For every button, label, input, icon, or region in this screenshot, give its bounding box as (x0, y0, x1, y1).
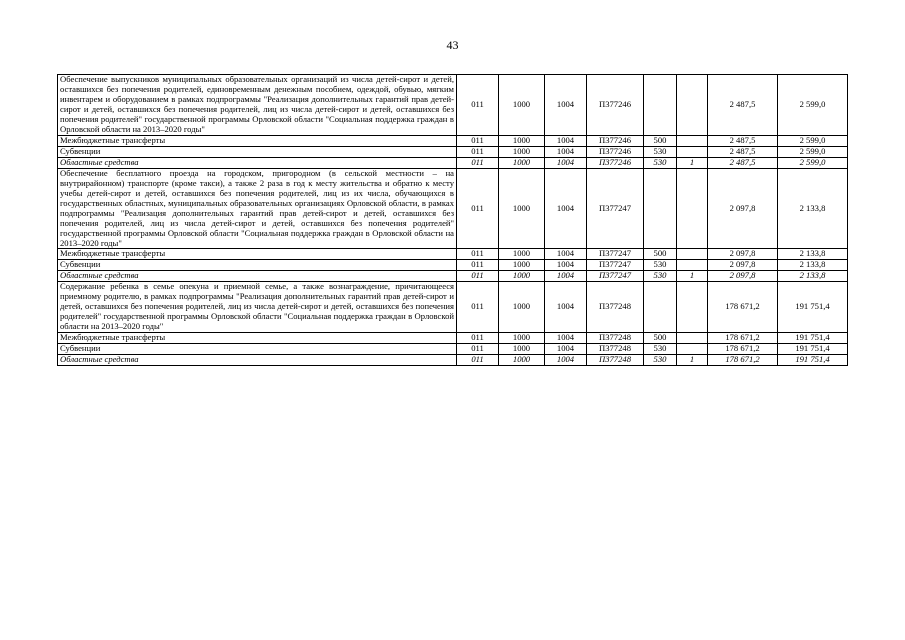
expense-type-code-cell: 530 (644, 271, 677, 282)
ministry-code-cell: 011 (457, 146, 499, 157)
target-item-code-cell: П377247 (587, 271, 644, 282)
section-code-cell: 1000 (499, 146, 545, 157)
target-item-code-cell: П377247 (587, 260, 644, 271)
amount-year2-cell: 191 751,4 (778, 355, 848, 366)
expense-type-code-cell (644, 282, 677, 333)
section-code-cell: 1000 (499, 355, 545, 366)
description-cell: Обеспечение бесплатного проезда на городском, пригородном (в сельской местности – на внутрирайонном) транспорте (кроме такси), а также 2 раза в год к месту жительства и обратно к месту учебы детей-сирот и детей, оставшихся без попечения родителей, лиц из их числа, обучающихся в государственных областных, муниципальных образовательных организациях Орловской области, в рамках подпрограммы "Реализация дополнительных гарантий прав детей-сирот и детей, оставшихся без попечения родителей, лиц из числа детей-сирот и детей, оставшихся без попечения родителей" государственной программы Орловской области "Социальная поддержка граждан в Орловской области на 2013–2020 годы" (58, 168, 457, 249)
source-code-cell (677, 344, 708, 355)
section-code-cell: 1000 (499, 135, 545, 146)
description-cell: Субвенции (58, 260, 457, 271)
amount-year2-cell: 2 133,8 (778, 271, 848, 282)
section-code-cell: 1000 (499, 282, 545, 333)
table-row (58, 135, 848, 146)
subsection-code-cell: 1004 (545, 249, 587, 260)
ministry-code-cell: 011 (457, 282, 499, 333)
table-row (58, 260, 848, 271)
amount-year2-cell: 2 133,8 (778, 168, 848, 249)
description-cell: Субвенции (58, 344, 457, 355)
subsection-code-cell: 1004 (545, 146, 587, 157)
expense-type-code-cell (644, 75, 677, 136)
source-code-cell: 1 (677, 271, 708, 282)
source-code-cell: 1 (677, 157, 708, 168)
ministry-code-cell: 011 (457, 260, 499, 271)
description-cell: Межбюджетные трансферты (58, 135, 457, 146)
amount-year1-cell: 178 671,2 (708, 333, 778, 344)
budget-table (57, 74, 848, 366)
amount-year1-cell: 2 487,5 (708, 146, 778, 157)
amount-year1-cell: 178 671,2 (708, 344, 778, 355)
target-item-code-cell: П377246 (587, 135, 644, 146)
target-item-code-cell: П377248 (587, 344, 644, 355)
ministry-code-cell: 011 (457, 168, 499, 249)
amount-year1-cell: 2 097,8 (708, 260, 778, 271)
amount-year1-cell: 178 671,2 (708, 355, 778, 366)
source-code-cell: 1 (677, 355, 708, 366)
description-cell: Обеспечение выпускников муниципальных образовательных организаций из числа детей-сирот и детей, оставшихся без попечения родителей, единовременным денежным пособием, одеждой, обувью, мягким инвентарем и оборудованием в рамках подпрограммы "Реализация дополнительных гарантий прав детей-сирот и детей, оставшихся без попечения родителей, лиц из числа детей-сирот и детей, оставшихся без попечения родителей" государственной программы Орловской области "Социальная поддержка граждан в Орловской области на 2013–2020 годы" (58, 75, 457, 136)
amount-year2-cell: 2 133,8 (778, 260, 848, 271)
subsection-code-cell: 1004 (545, 271, 587, 282)
subsection-code-cell: 1004 (545, 333, 587, 344)
subsection-code-cell: 1004 (545, 157, 587, 168)
target-item-code-cell: П377246 (587, 157, 644, 168)
amount-year1-cell: 2 097,8 (708, 271, 778, 282)
target-item-code-cell: П377248 (587, 282, 644, 333)
table-row (58, 282, 848, 333)
description-cell: Областные средства (58, 271, 457, 282)
amount-year2-cell: 2 599,0 (778, 157, 848, 168)
section-code-cell: 1000 (499, 260, 545, 271)
expense-type-code-cell (644, 168, 677, 249)
subsection-code-cell: 1004 (545, 135, 587, 146)
page-number: 43 (446, 38, 459, 52)
expense-type-code-cell: 500 (644, 333, 677, 344)
ministry-code-cell: 011 (457, 333, 499, 344)
subsection-code-cell: 1004 (545, 260, 587, 271)
description-cell: Областные средства (58, 355, 457, 366)
table-row (58, 75, 848, 136)
amount-year1-cell: 2 097,8 (708, 249, 778, 260)
amount-year2-cell: 2 133,8 (778, 249, 848, 260)
description-cell: Межбюджетные трансферты (58, 249, 457, 260)
ministry-code-cell: 011 (457, 135, 499, 146)
subsection-code-cell: 1004 (545, 75, 587, 136)
expense-type-code-cell: 530 (644, 355, 677, 366)
subsection-code-cell: 1004 (545, 344, 587, 355)
table-row (58, 168, 848, 249)
section-code-cell: 1000 (499, 75, 545, 136)
section-code-cell: 1000 (499, 249, 545, 260)
target-item-code-cell: П377248 (587, 333, 644, 344)
section-code-cell: 1000 (499, 157, 545, 168)
target-item-code-cell: П377246 (587, 146, 644, 157)
source-code-cell (677, 282, 708, 333)
target-item-code-cell: П377247 (587, 249, 644, 260)
ministry-code-cell: 011 (457, 157, 499, 168)
source-code-cell (677, 146, 708, 157)
table-row (58, 146, 848, 157)
ministry-code-cell: 011 (457, 344, 499, 355)
section-code-cell: 1000 (499, 333, 545, 344)
amount-year2-cell: 2 599,0 (778, 146, 848, 157)
expense-type-code-cell: 530 (644, 260, 677, 271)
table-row (58, 333, 848, 344)
section-code-cell: 1000 (499, 344, 545, 355)
expense-type-code-cell: 500 (644, 135, 677, 146)
amount-year1-cell: 2 487,5 (708, 75, 778, 136)
ministry-code-cell: 011 (457, 271, 499, 282)
subsection-code-cell: 1004 (545, 355, 587, 366)
description-cell: Межбюджетные трансферты (58, 333, 457, 344)
table-row (58, 344, 848, 355)
expense-type-code-cell: 530 (644, 344, 677, 355)
description-cell: Содержание ребенка в семье опекуна и приемной семье, а также вознаграждение, причитающееся приемному родителю, в рамках подпрограммы "Реализация дополнительных гарантий прав детей-сирот и детей, оставшихся без попечения родителей, лиц из числа детей-сирот и детей, оставшихся без попечения родителей" государственной программы Орловской области "Социальная поддержка граждан в Орловской области на 2013–2020 годы" (58, 282, 457, 333)
table-row (58, 249, 848, 260)
amount-year2-cell: 191 751,4 (778, 344, 848, 355)
table-body (58, 75, 848, 366)
ministry-code-cell: 011 (457, 249, 499, 260)
source-code-cell (677, 260, 708, 271)
subsection-code-cell: 1004 (545, 168, 587, 249)
target-item-code-cell: П377248 (587, 355, 644, 366)
table-row (58, 355, 848, 366)
target-item-code-cell: П377246 (587, 75, 644, 136)
subsection-code-cell: 1004 (545, 282, 587, 333)
ministry-code-cell: 011 (457, 355, 499, 366)
target-item-code-cell: П377247 (587, 168, 644, 249)
table-row (58, 157, 848, 168)
source-code-cell (677, 249, 708, 260)
ministry-code-cell: 011 (457, 75, 499, 136)
expense-type-code-cell: 530 (644, 157, 677, 168)
expense-type-code-cell: 530 (644, 146, 677, 157)
source-code-cell (677, 75, 708, 136)
section-code-cell: 1000 (499, 168, 545, 249)
description-cell: Субвенции (58, 146, 457, 157)
amount-year2-cell: 191 751,4 (778, 333, 848, 344)
source-code-cell (677, 333, 708, 344)
section-code-cell: 1000 (499, 271, 545, 282)
source-code-cell (677, 168, 708, 249)
description-cell: Областные средства (58, 157, 457, 168)
amount-year1-cell: 178 671,2 (708, 282, 778, 333)
amount-year1-cell: 2 487,5 (708, 157, 778, 168)
amount-year2-cell: 2 599,0 (778, 135, 848, 146)
amount-year2-cell: 2 599,0 (778, 75, 848, 136)
expense-type-code-cell: 500 (644, 249, 677, 260)
amount-year1-cell: 2 487,5 (708, 135, 778, 146)
table-row (58, 271, 848, 282)
amount-year2-cell: 191 751,4 (778, 282, 848, 333)
source-code-cell (677, 135, 708, 146)
amount-year1-cell: 2 097,8 (708, 168, 778, 249)
